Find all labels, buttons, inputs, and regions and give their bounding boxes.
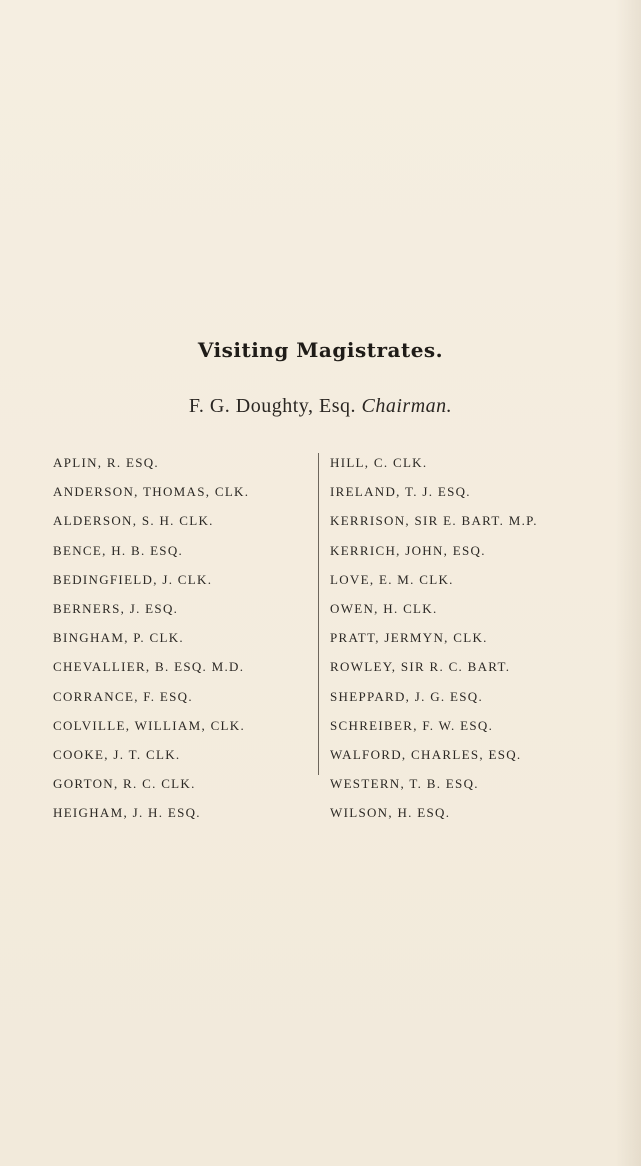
column-divider	[318, 453, 319, 775]
magistrate-entry: BENCE, H. B. ESQ.	[53, 542, 184, 558]
magistrate-entry: KERRISON, SIR E. BART. M.P.	[330, 513, 538, 529]
magistrate-entry: BERNERS, J. ESQ.	[53, 600, 179, 616]
magistrate-entry: SCHREIBER, F. W. ESQ.	[330, 717, 494, 733]
magistrate-entry: ALDERSON, S. H. CLK.	[53, 513, 214, 529]
magistrate-entry: HEIGHAM, J. H. ESQ.	[53, 805, 201, 821]
magistrate-entry: SHEPPARD, J. G. ESQ.	[330, 688, 484, 704]
magistrate-entry: ROWLEY, SIR R. C. BART.	[330, 659, 511, 675]
chairman-role: Chairman.	[361, 395, 453, 417]
magistrate-entry: ANDERSON, THOMAS, CLK.	[53, 484, 250, 500]
magistrate-entry: OWEN, H. CLK.	[330, 600, 438, 616]
magistrates-right-column	[330, 455, 630, 834]
magistrate-entry: HILL, C. CLK.	[330, 455, 428, 470]
magistrate-entry: BINGHAM, P. CLK.	[53, 630, 184, 646]
magistrate-entry: WALFORD, CHARLES, ESQ.	[330, 746, 522, 762]
chairman-name: F. G. Doughty, Esq.	[188, 395, 357, 417]
magistrate-entry: GORTON, R. C. CLK.	[53, 776, 196, 792]
magistrate-entry: PRATT, JERMYN, CLK.	[330, 630, 488, 646]
magistrate-entry: COOKE, J. T. CLK.	[53, 746, 181, 762]
chairman-line	[0, 395, 641, 418]
magistrate-entry: CHEVALLIER, B. ESQ. M.D.	[53, 659, 245, 675]
magistrate-entry: BEDINGFIELD, J. CLK.	[53, 571, 213, 587]
magistrate-entry: WESTERN, T. B. ESQ.	[330, 776, 479, 792]
magistrate-entry: LOVE, E. M. CLK.	[330, 571, 454, 587]
magistrate-entry: KERRICH, JOHN, ESQ.	[330, 542, 486, 558]
magistrate-entry: CORRANCE, F. ESQ.	[53, 688, 193, 704]
magistrate-entry: COLVILLE, WILLIAM, CLK.	[53, 717, 246, 733]
magistrate-entry: WILSON, H. ESQ.	[330, 805, 451, 821]
magistrate-entry: IRELAND, T. J. ESQ.	[330, 484, 471, 500]
section-heading: Visiting Magistrates.	[197, 338, 444, 362]
magistrates-left-column	[53, 455, 315, 834]
magistrate-entry: APLIN, R. ESQ.	[53, 455, 159, 470]
